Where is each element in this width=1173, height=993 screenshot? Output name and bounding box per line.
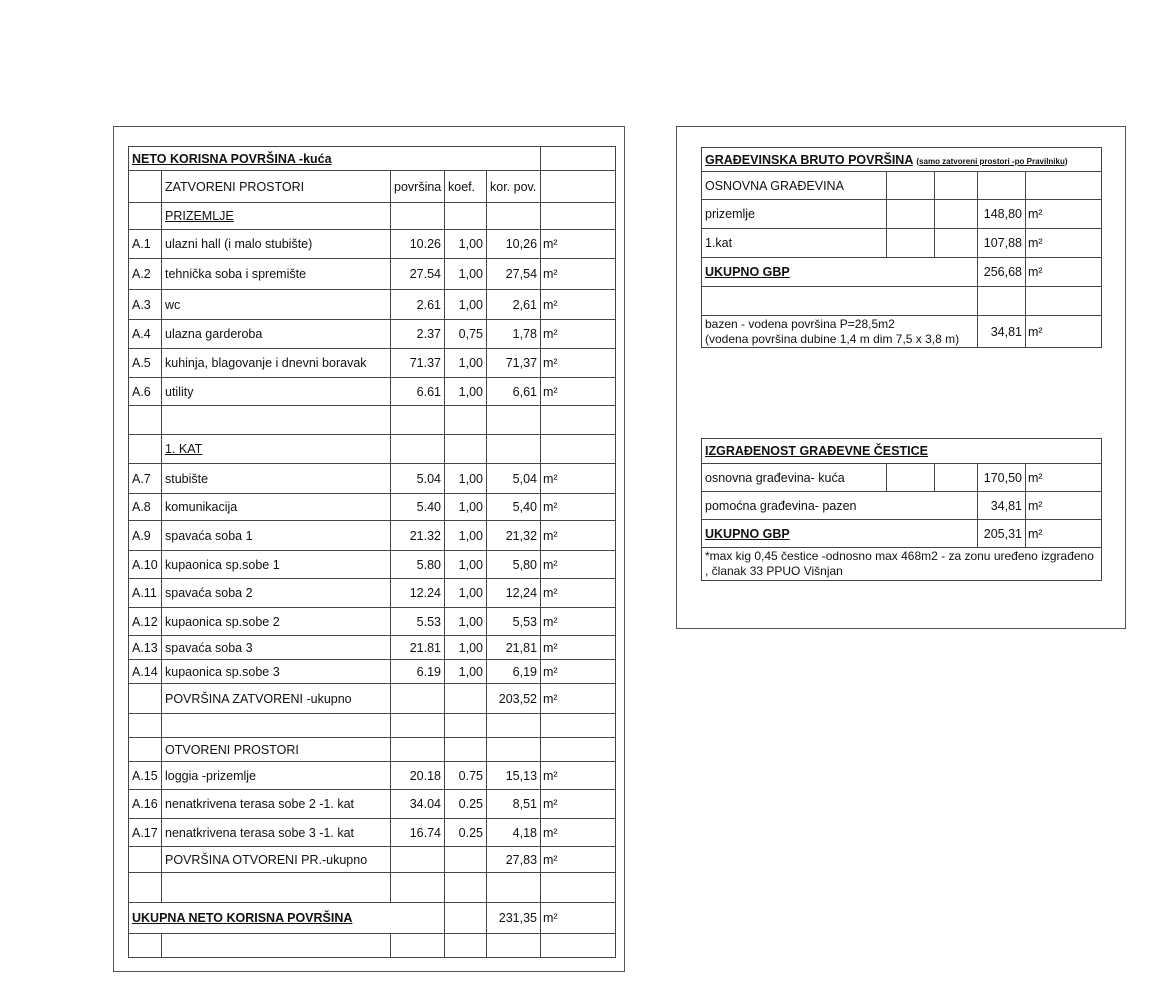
room-name: tehnička soba i spremište bbox=[162, 259, 391, 290]
room-name: kupaonica sp.sobe 3 bbox=[162, 660, 391, 684]
section-zatvoreni: ZATVORENI PROSTORI bbox=[162, 171, 391, 203]
room-id: A.3 bbox=[129, 290, 162, 320]
room-unit: m² bbox=[541, 349, 616, 378]
room-name: loggia -prizemlje bbox=[162, 762, 391, 790]
room-name: kupaonica sp.sobe 1 bbox=[162, 551, 391, 579]
grand-total-value: 231,35 bbox=[487, 903, 541, 934]
room-row bbox=[129, 579, 616, 608]
grand-total-row bbox=[129, 903, 616, 934]
kat-label-row bbox=[129, 435, 616, 464]
room-unit: m² bbox=[541, 579, 616, 608]
gbp-section-row bbox=[702, 172, 1102, 200]
room-row bbox=[129, 762, 616, 790]
room-kor-pov: 6,19 bbox=[487, 660, 541, 684]
col-koef-header: koef. bbox=[445, 171, 487, 203]
room-unit: m² bbox=[541, 762, 616, 790]
room-row bbox=[129, 521, 616, 551]
gbp-table bbox=[701, 147, 1102, 348]
room-koef: 0.25 bbox=[445, 790, 487, 819]
izg-total-value: 205,31 bbox=[978, 520, 1026, 548]
room-kor-pov: 6,61 bbox=[487, 378, 541, 406]
room-id: A.8 bbox=[129, 494, 162, 521]
otvoreni-total-row bbox=[129, 847, 616, 873]
room-row bbox=[129, 819, 616, 847]
room-id: A.2 bbox=[129, 259, 162, 290]
room-povrsina: 6.19 bbox=[391, 660, 445, 684]
otvoreni-label-row bbox=[129, 738, 616, 762]
room-name: nenatkrivena terasa sobe 2 -1. kat bbox=[162, 790, 391, 819]
room-unit: m² bbox=[541, 660, 616, 684]
room-unit: m² bbox=[541, 259, 616, 290]
room-unit: m² bbox=[541, 378, 616, 406]
bazen-value: 34,81 bbox=[978, 316, 1026, 348]
room-id: A.16 bbox=[129, 790, 162, 819]
room-row bbox=[129, 290, 616, 320]
room-kor-pov: 5,53 bbox=[487, 608, 541, 636]
room-unit: m² bbox=[541, 636, 616, 660]
room-koef: 1,00 bbox=[445, 259, 487, 290]
room-povrsina: 21.32 bbox=[391, 521, 445, 551]
room-unit: m² bbox=[541, 819, 616, 847]
room-id: A.12 bbox=[129, 608, 162, 636]
room-id: A.5 bbox=[129, 349, 162, 378]
room-kor-pov: 5,40 bbox=[487, 494, 541, 521]
room-name: spavaća soba 2 bbox=[162, 579, 391, 608]
room-name: spavaća soba 3 bbox=[162, 636, 391, 660]
gbp-total-label: UKUPNO GBP bbox=[702, 258, 978, 287]
room-koef: 1,00 bbox=[445, 579, 487, 608]
room-row bbox=[129, 320, 616, 349]
gbp-section-label: OSNOVNA GRAĐEVINA bbox=[702, 172, 887, 200]
room-povrsina: 6.61 bbox=[391, 378, 445, 406]
room-kor-pov: 10,26 bbox=[487, 230, 541, 259]
room-koef: 1,00 bbox=[445, 551, 487, 579]
room-name: wc bbox=[162, 290, 391, 320]
room-kor-pov: 8,51 bbox=[487, 790, 541, 819]
blank-row bbox=[129, 873, 616, 903]
zatvoreni-total-row bbox=[129, 684, 616, 714]
neto-area-table bbox=[128, 146, 616, 958]
room-povrsina: 21.81 bbox=[391, 636, 445, 660]
room-unit: m² bbox=[541, 608, 616, 636]
room-kor-pov: 12,24 bbox=[487, 579, 541, 608]
izg-note: *max kig 0,45 čestice -odnosno max 468m2 - za zonu uređeno izgrađeno , članak 33 PPUO Višnjan bbox=[702, 548, 1102, 581]
room-koef: 1,00 bbox=[445, 464, 487, 494]
gbp-title-note: (samo zatvoreni prostori -po Pravilniku) bbox=[916, 156, 1068, 166]
room-koef: 1,00 bbox=[445, 230, 487, 259]
room-koef: 1,00 bbox=[445, 636, 487, 660]
room-id: A.7 bbox=[129, 464, 162, 494]
room-koef: 1,00 bbox=[445, 290, 487, 320]
room-povrsina: 16.74 bbox=[391, 819, 445, 847]
room-kor-pov: 71,37 bbox=[487, 349, 541, 378]
room-kor-pov: 5,80 bbox=[487, 551, 541, 579]
room-povrsina: 34.04 bbox=[391, 790, 445, 819]
room-koef: 0.25 bbox=[445, 819, 487, 847]
room-kor-pov: 21,81 bbox=[487, 636, 541, 660]
zatvoreni-total-unit: m² bbox=[541, 684, 616, 714]
room-id: A.14 bbox=[129, 660, 162, 684]
gbp-row: prizemlje 148,80 m² bbox=[702, 200, 1102, 229]
room-id: A.10 bbox=[129, 551, 162, 579]
col-povrsina-header: površina bbox=[391, 171, 445, 203]
room-row bbox=[129, 660, 616, 684]
room-row bbox=[129, 378, 616, 406]
room-povrsina: 20.18 bbox=[391, 762, 445, 790]
room-name: kupaonica sp.sobe 2 bbox=[162, 608, 391, 636]
izg-total-row: UKUPNO GBP 205,31 m² bbox=[702, 520, 1102, 548]
room-id: A.9 bbox=[129, 521, 162, 551]
room-kor-pov: 4,18 bbox=[487, 819, 541, 847]
room-povrsina: 2.61 bbox=[391, 290, 445, 320]
neto-title-row bbox=[129, 147, 616, 171]
room-row bbox=[129, 230, 616, 259]
room-koef: 0,75 bbox=[445, 320, 487, 349]
room-koef: 1,00 bbox=[445, 608, 487, 636]
room-id: A.11 bbox=[129, 579, 162, 608]
izgradenost-table bbox=[701, 438, 1102, 581]
gbp-total-value: 256,68 bbox=[978, 258, 1026, 287]
izg-row: pomoćna građevina- pazen 34,81 m² bbox=[702, 492, 1102, 520]
room-row bbox=[129, 259, 616, 290]
room-povrsina: 5.53 bbox=[391, 608, 445, 636]
prizemlje-label: PRIZEMLJE bbox=[162, 203, 391, 230]
room-id: A.15 bbox=[129, 762, 162, 790]
room-row bbox=[129, 790, 616, 819]
zatvoreni-total-label: POVRŠINA ZATVORENI -ukupno bbox=[162, 684, 391, 714]
otvoreni-total-value: 27,83 bbox=[487, 847, 541, 873]
otvoreni-total-label: POVRŠINA OTVORENI PR.-ukupno bbox=[162, 847, 391, 873]
room-row bbox=[129, 608, 616, 636]
room-id: A.4 bbox=[129, 320, 162, 349]
room-koef: 1,00 bbox=[445, 378, 487, 406]
room-povrsina: 27.54 bbox=[391, 259, 445, 290]
col-kor-header: kor. pov. bbox=[487, 171, 541, 203]
room-koef: 1,00 bbox=[445, 521, 487, 551]
neto-header-row bbox=[129, 171, 616, 203]
room-row bbox=[129, 349, 616, 378]
kat-label: 1. KAT bbox=[162, 435, 391, 464]
room-koef: 1,00 bbox=[445, 349, 487, 378]
room-kor-pov: 21,32 bbox=[487, 521, 541, 551]
neto-title: NETO KORISNA POVRŠINA -kuća bbox=[129, 147, 541, 171]
room-povrsina: 10.26 bbox=[391, 230, 445, 259]
zatvoreni-total-value: 203,52 bbox=[487, 684, 541, 714]
room-row bbox=[129, 494, 616, 521]
room-row bbox=[129, 464, 616, 494]
room-koef: 0.75 bbox=[445, 762, 487, 790]
room-kor-pov: 27,54 bbox=[487, 259, 541, 290]
room-name: kuhinja, blagovanje i dnevni boravak bbox=[162, 349, 391, 378]
room-id: A.6 bbox=[129, 378, 162, 406]
blank-row bbox=[129, 934, 616, 958]
room-unit: m² bbox=[541, 320, 616, 349]
room-kor-pov: 1,78 bbox=[487, 320, 541, 349]
prizemlje-row bbox=[129, 203, 616, 230]
room-kor-pov: 15,13 bbox=[487, 762, 541, 790]
izg-total-label: UKUPNO GBP bbox=[702, 520, 978, 548]
room-id: A.17 bbox=[129, 819, 162, 847]
room-unit: m² bbox=[541, 521, 616, 551]
room-name: nenatkrivena terasa sobe 3 -1. kat bbox=[162, 819, 391, 847]
room-name: utility bbox=[162, 378, 391, 406]
room-unit: m² bbox=[541, 790, 616, 819]
room-povrsina: 12.24 bbox=[391, 579, 445, 608]
blank-row bbox=[129, 714, 616, 738]
izg-note-row bbox=[702, 548, 1102, 581]
room-id: A.1 bbox=[129, 230, 162, 259]
room-row bbox=[129, 636, 616, 660]
room-name: spavaća soba 1 bbox=[162, 521, 391, 551]
room-name: ulazni hall (i malo stubište) bbox=[162, 230, 391, 259]
grand-total-label: UKUPNA NETO KORISNA POVRŠINA bbox=[129, 903, 445, 934]
room-name: komunikacija bbox=[162, 494, 391, 521]
room-povrsina: 5.80 bbox=[391, 551, 445, 579]
room-kor-pov: 5,04 bbox=[487, 464, 541, 494]
izg-title: IZGRAĐENOST GRAĐEVNE ČESTICE bbox=[702, 439, 1102, 464]
room-koef: 1,00 bbox=[445, 494, 487, 521]
room-koef: 1,00 bbox=[445, 660, 487, 684]
room-unit: m² bbox=[541, 290, 616, 320]
otvoreni-label: OTVORENI PROSTORI bbox=[162, 738, 391, 762]
gbp-total-row: UKUPNO GBP 256,68 m² bbox=[702, 258, 1102, 287]
gbp-title-row bbox=[702, 148, 1102, 172]
room-row bbox=[129, 551, 616, 579]
bazen-line1: bazen - vodena površina P=28,5m2 bbox=[705, 316, 895, 331]
blank-row bbox=[129, 406, 616, 435]
gbp-empty-row bbox=[702, 287, 1102, 316]
room-povrsina: 71.37 bbox=[391, 349, 445, 378]
grand-total-unit: m² bbox=[541, 903, 616, 934]
gbp-row: 1.kat 107,88 m² bbox=[702, 229, 1102, 258]
otvoreni-total-unit: m² bbox=[541, 847, 616, 873]
room-povrsina: 2.37 bbox=[391, 320, 445, 349]
room-kor-pov: 2,61 bbox=[487, 290, 541, 320]
izg-row: osnovna građevina- kuća 170,50 m² bbox=[702, 464, 1102, 492]
room-id: A.13 bbox=[129, 636, 162, 660]
room-unit: m² bbox=[541, 230, 616, 259]
room-unit: m² bbox=[541, 464, 616, 494]
room-unit: m² bbox=[541, 494, 616, 521]
gbp-title: GRAĐEVINSKA BRUTO POVRŠINA bbox=[705, 152, 913, 167]
izg-title-row bbox=[702, 439, 1102, 464]
room-unit: m² bbox=[541, 551, 616, 579]
bazen-row: bazen - vodena površina P=28,5m2 (vodena površina dubine 1,4 m dim 7,5 x 3,8 m) 34,81 m² bbox=[702, 316, 1102, 348]
room-povrsina: 5.40 bbox=[391, 494, 445, 521]
room-povrsina: 5.04 bbox=[391, 464, 445, 494]
room-name: stubište bbox=[162, 464, 391, 494]
room-name: ulazna garderoba bbox=[162, 320, 391, 349]
bazen-line2: (vodena površina dubine 1,4 m dim 7,5 x 3,8 m) bbox=[705, 331, 960, 346]
